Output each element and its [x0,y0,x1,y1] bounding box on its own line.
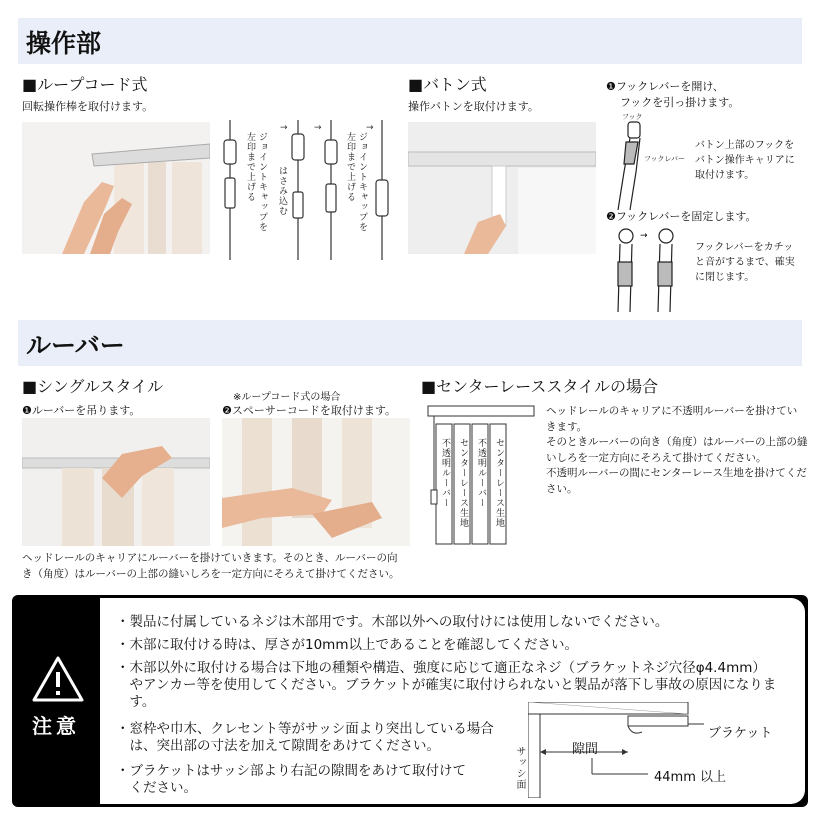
baton-photo-illustration [408,122,596,254]
caution-note-5: ・ブラケットはサッシ部より右記の隙間をあけて取付けて [116,763,467,779]
single-note: ※ループコード式の場合 [233,392,341,403]
caution-note-4b: は、突出部の寸法を加えて隙間をあけてください。 [116,738,440,754]
hook-label: フック [622,113,643,121]
bracket-label: ブラケット [708,726,773,741]
loop-cord-heading: ■ループコード式 [22,75,148,94]
baton-step1-title: ❶フックレバーを開け、 [606,80,724,93]
svg-text:→: → [640,231,648,241]
svg-text:→: → [314,123,322,133]
loop-cord-desc: 回転操作棒を取付けます。 [22,100,154,113]
bracket-gap-diagram [514,702,796,798]
single-step2: ❷スペーサーコードを取付けます。 [222,404,396,417]
raise-label-2: 左印まで上げる [345,132,355,202]
warning-triangle-icon [30,654,86,704]
sash-label: サッシ面 [514,746,525,790]
caution-label: 注意 [32,714,80,738]
pinch-label: はさみ込む [277,166,287,216]
hang-louver-illustration [22,418,210,546]
caution-note-3b: やアンカー等を使用してください。ブラケットが確実に取付けられないと製品が落下し事故の原因になりま [116,677,777,693]
raise-label-1: 左印まで上げる [245,132,255,202]
center-lace-text: ヘッドレールのキャリアに不透明ルーバーを掛けてい きます。 そのときルーバーの向き（角度）はルーバーの上部の縫 いしろを一定方向にそろえて掛けてください。 不透明ルーバーの間にセンターレース生地を掛けてくだ さい。 [546,405,808,495]
joint-cap-label-1: ジョイントキャップを [257,132,267,232]
section-band-operation [18,18,802,64]
baton-heading: ■バトン式 [408,75,487,94]
caution-note-3: ・木部以外に取付ける場合は下地の種類や構造、強度に応じて適正なネジ（ブラケットネジ穴径φ4.4mm） [116,660,766,676]
louver-label-2: 不透明ルーバー [476,438,486,508]
lace-label-1: センターレース生地 [458,438,468,528]
baton-step2-text: フックレバーをカチッ と音がするまで、確実 に閉じます。 [695,242,795,283]
caution-note-5b: ください。 [116,780,197,796]
caution-note-2: ・木部に取付ける時は、厚さが10mm以上であることを確認してください。 [116,637,578,653]
single-style-heading: ■シングルスタイル [22,377,164,396]
svg-text:→: → [280,123,288,133]
single-photo-1 [22,418,210,546]
single-photo-2 [222,418,410,546]
baton-step1-sub: フックを引っ掛けます。 [620,96,740,109]
louver-label-1: 不透明ルーバー [440,438,450,508]
loop-cord-photo [22,122,210,254]
hook-diagram-1 [610,112,690,210]
center-lace-diagram [426,402,536,548]
section-title: 操作部 [26,29,102,58]
lace-label-2: センターレース生地 [494,438,504,528]
single-step1: ❶ルーバーを吊ります。 [22,404,141,417]
single-caption: ヘッドレールのキャリアにルーバーを掛けていきます。そのとき、ルーバーの向 き（角度）はルーバーの上部の縫いしろを一定方向にそろえて掛けてください。 [22,552,400,580]
hook-diagram-2 [610,222,690,312]
svg-text:→: → [366,123,374,133]
hook-illustration-closed [610,222,690,312]
joint-cap-label-2: ジョイントキャップを [357,132,367,232]
baton-step2-title: ❷フックレバーを固定します。 [606,210,757,223]
spacer-cord-illustration [222,418,410,546]
baton-photo [408,122,596,254]
gap-label: 隙間 [572,742,599,757]
loop-cord-diagram [216,120,394,260]
warning-icon [30,654,86,704]
caution-note-4: ・窓枠や巾木、クレセント等がサッシ面より突出している場合 [116,721,494,737]
baton-step1-text: バトン上部のフックを バトン操作キャリアに 取付けます。 [695,140,795,181]
caution-note-3c: す。 [116,694,156,710]
loop-cord-photo-illustration [22,122,210,254]
hook-lever-label: フックレバー [644,155,686,163]
caution-note-1: ・製品に付属しているネジは木部用です。木部以外への取付けには使用しないでください。 [116,614,669,630]
gap-dimension-label: 44mm 以上 [654,770,727,785]
baton-desc: 操作バトンを取付けます。 [408,100,539,113]
section-title: ルーバー [26,331,125,360]
center-lace-heading: ■センターレーススタイルの場合 [421,377,659,396]
section-band-louver [18,320,802,366]
